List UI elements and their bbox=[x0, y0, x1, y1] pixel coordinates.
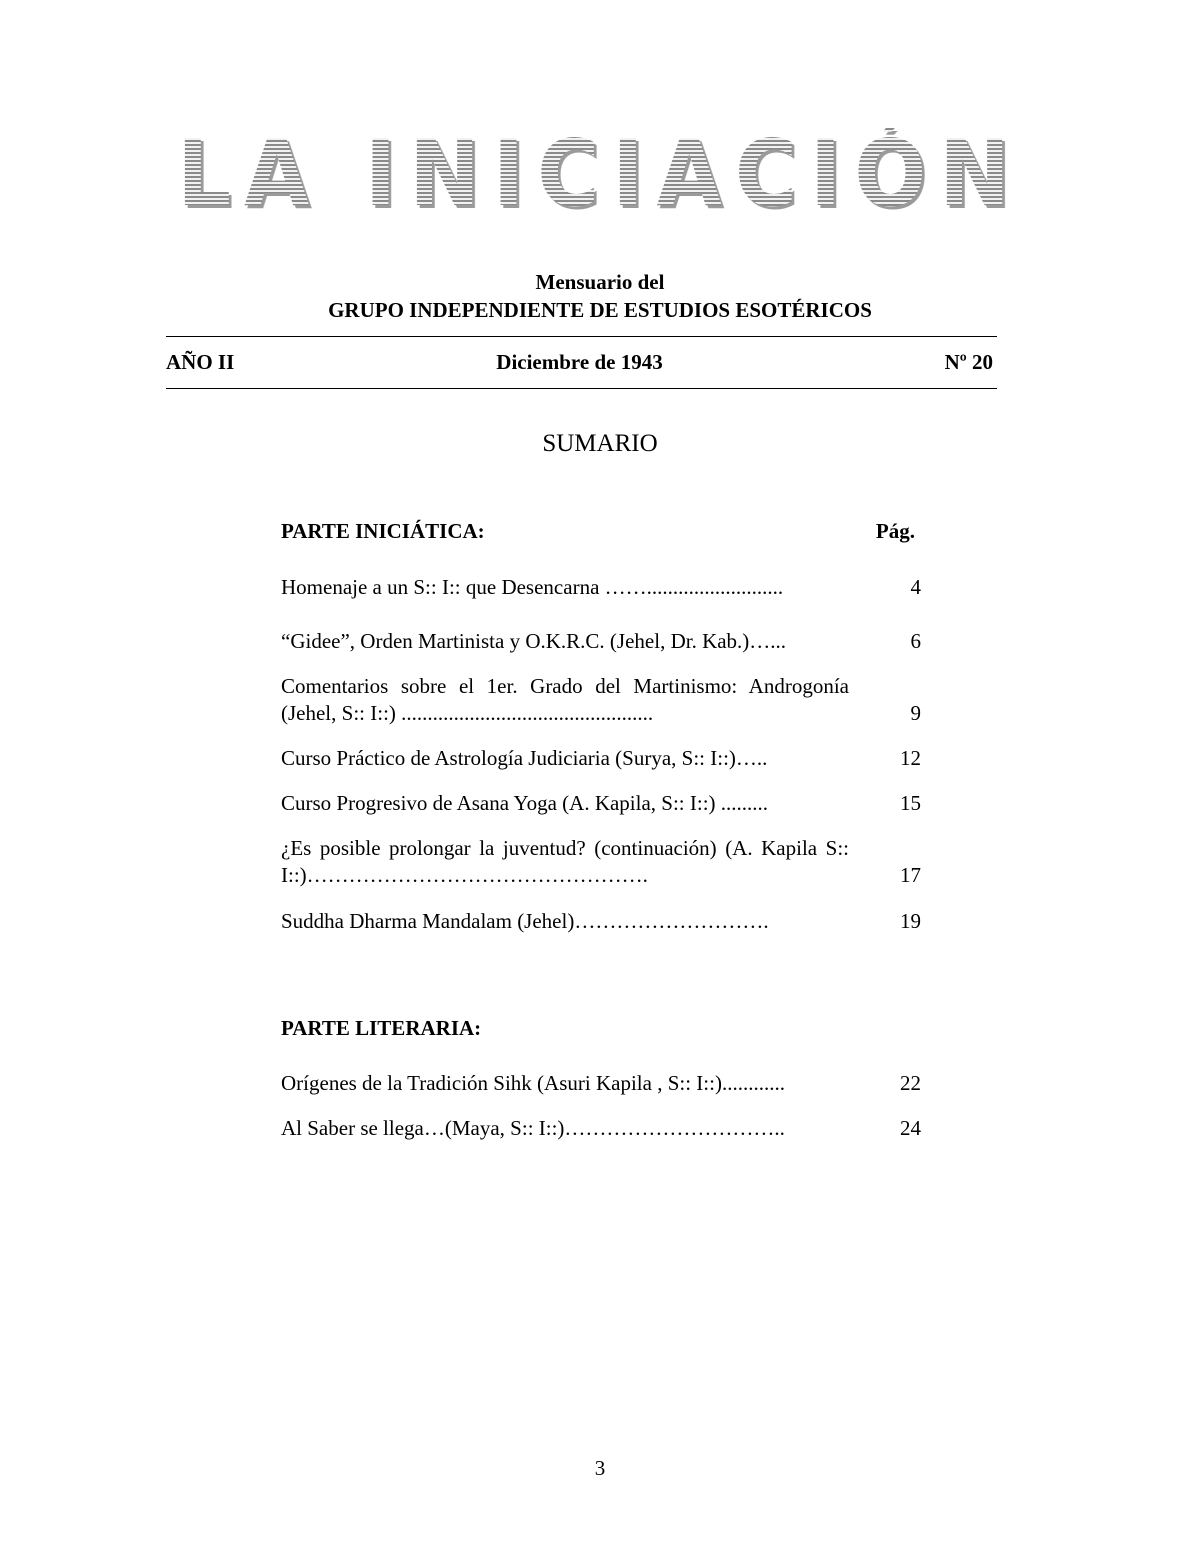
toc-entry-page: 24 bbox=[900, 1116, 921, 1140]
publisher-line-2: GRUPO INDEPENDIENTE DE ESTUDIOS ESOTÉRICOS bbox=[328, 298, 872, 322]
toc-entry-title: “Gidee”, Orden Martinista y O.K.R.C. (Jehel, Dr. Kab.)…... bbox=[281, 629, 787, 653]
toc-entry[interactable] bbox=[281, 1070, 921, 1097]
toc-entry-page: 15 bbox=[900, 791, 921, 815]
toc-entry-page: 4 bbox=[910, 575, 921, 599]
page-column-label: Pág. bbox=[875, 519, 915, 543]
section-title: PARTE INICIÁTICA: bbox=[281, 519, 485, 543]
toc-entry-page: 22 bbox=[900, 1071, 921, 1095]
toc-entry-title: Suddha Dharma Mandalam (Jehel)………………………. bbox=[281, 909, 769, 933]
toc-entry-page: 6 bbox=[910, 629, 921, 653]
section-title: PARTE LITERARIA: bbox=[281, 1016, 482, 1040]
issue-number: Nº 20 bbox=[944, 350, 993, 374]
toc-entry-title: Curso Progresivo de Asana Yoga (A. Kapila, S:: I::) ......... bbox=[281, 791, 769, 815]
publisher-line-1: Mensuario del bbox=[535, 270, 665, 294]
toc-entry[interactable] bbox=[281, 673, 921, 727]
sumario-heading: SUMARIO bbox=[542, 430, 658, 457]
toc-entry-title: Al Saber se llega…(Maya, S:: I::)………………………….. bbox=[281, 1116, 785, 1140]
toc-entry-title: Homenaje a un S:: I:: que Desencarna …….......................... bbox=[281, 575, 784, 599]
issue-year: AÑO II bbox=[166, 350, 235, 374]
publisher-block bbox=[0, 268, 1200, 324]
top-rule bbox=[166, 336, 997, 337]
toc-entry[interactable] bbox=[281, 628, 921, 655]
toc-entry[interactable] bbox=[281, 745, 921, 772]
toc-entry[interactable] bbox=[281, 908, 921, 935]
toc-entry-title: Orígenes de la Tradición Sihk (Asuri Kapila , S:: I::)............ bbox=[281, 1071, 785, 1095]
masthead-logo: LA INICIACIÓN bbox=[48, 128, 1152, 220]
toc-entry-page: 9 bbox=[910, 701, 921, 725]
toc-entry-title: Comentarios sobre el 1er. Grado del Martinismo: Androgonía (Jehel, S:: I::) ................................................ bbox=[281, 674, 849, 725]
toc-entry-title: ¿Es posible prolongar la juventud? (continuación) (A. Kapila S:: I::)…………………………………………. bbox=[281, 836, 849, 887]
toc-entry-page: 12 bbox=[900, 746, 921, 770]
toc-entry[interactable] bbox=[281, 790, 921, 817]
page-number: 3 bbox=[594, 1456, 606, 1480]
section-heading-iniciatica bbox=[281, 519, 915, 544]
toc-entry[interactable] bbox=[281, 574, 921, 601]
section-heading-literaria bbox=[281, 1016, 915, 1041]
bottom-rule bbox=[166, 388, 997, 389]
issue-date: Diciembre de 1943 bbox=[496, 350, 663, 374]
toc-entry-page: 17 bbox=[900, 863, 921, 887]
toc-entry[interactable] bbox=[281, 835, 921, 889]
toc-entry-page: 19 bbox=[900, 909, 921, 933]
toc-entry[interactable] bbox=[281, 1115, 921, 1142]
toc-entry-title: Curso Práctico de Astrología Judiciaria (Surya, S:: I::)….. bbox=[281, 746, 768, 770]
